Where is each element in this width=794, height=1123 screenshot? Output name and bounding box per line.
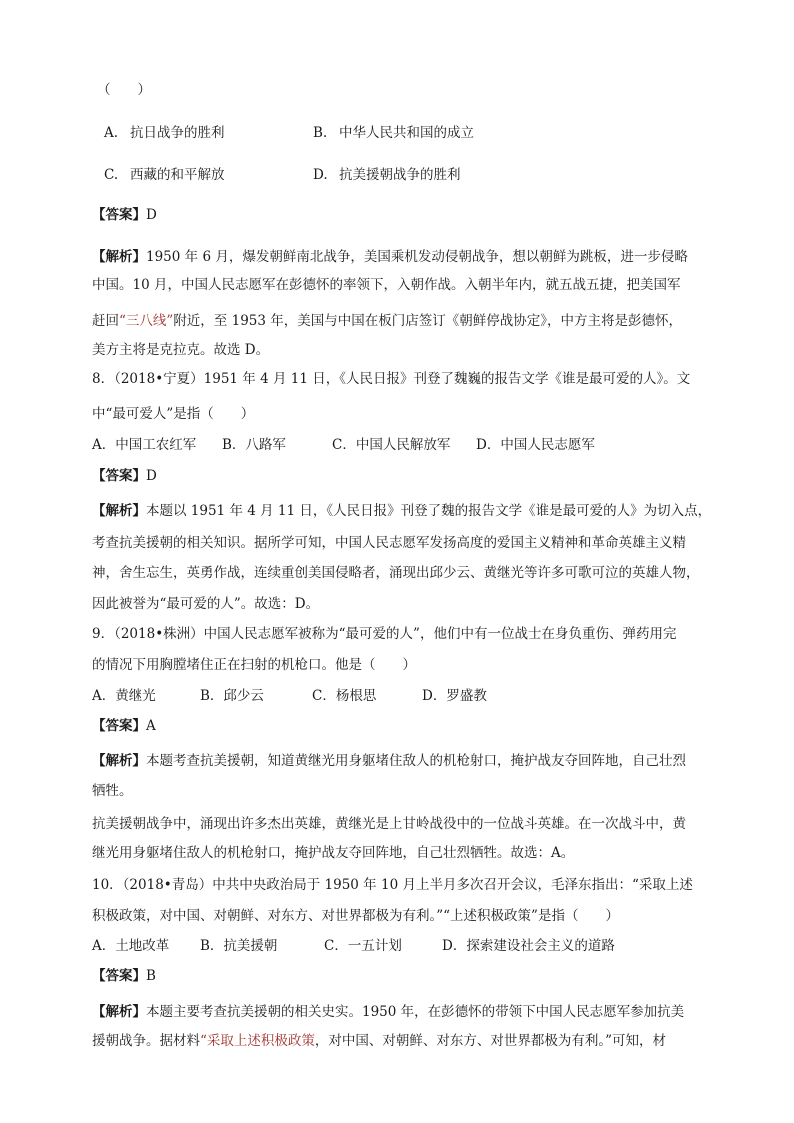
q8-analysis-line-2: 考查抗美援朝的相关知识。据所学可知，中国人民志愿军发扬高度的爱国主义精神和革命英雄主义精: [92, 535, 686, 551]
answer-label: 【答案】: [92, 718, 146, 734]
answer-label: 【答案】: [92, 207, 146, 223]
option-letter: B．: [222, 437, 246, 453]
q7-stem-tail: （ ）: [97, 82, 151, 98]
q10-options: [92, 936, 615, 956]
analysis-text: ，对中国、对朝鲜、对东方、对世界都极为有利。”可知，材: [314, 1033, 667, 1049]
option-letter: A.: [104, 125, 119, 141]
option-text: 杨根思: [335, 688, 377, 704]
q10-option-c: [324, 936, 442, 956]
q9-answer: [92, 716, 156, 736]
q9-analysis-line-3: 抗美援朝战争中，涌现出许多杰出英雄，黄继光是上甘岭战役中的一位战斗英雄。在一次战斗中，黄: [92, 816, 686, 832]
option-text: 中国工农红军: [115, 437, 197, 453]
q9-option-d: [422, 686, 487, 706]
option-text: 抗日战争的胜利: [130, 125, 225, 141]
q9-option-a: [92, 686, 200, 706]
analysis-text: 援朝战争。据材料: [92, 1033, 200, 1049]
analysis-text: 本题以 1951 年 4 月 11 日，《人民日报》刊登了魏的报告文学《谁是最可爱的人》为切入点，: [146, 503, 712, 519]
option-letter: B.: [313, 125, 328, 141]
q8-answer: [92, 466, 157, 486]
q9-stem-line-1: 9．（2018•株洲）中国人民志愿军被称为“最可爱的人”，他们中有一位战士在身负重伤、弹药用完: [92, 626, 677, 642]
q7-option-d: [313, 165, 461, 185]
q8-stem-line-1: 8．（2018•宁夏）1951 年 4 月 11 日，《人民日报》刊登了魏巍的报告文学《谁是最可爱的人》。文: [92, 371, 691, 387]
q7-answer: [92, 205, 157, 225]
option-letter: D．: [476, 437, 501, 453]
q7-analysis-line-1: [92, 247, 688, 267]
analysis-label: 【解析】: [92, 503, 146, 519]
option-text: 土地改革: [115, 938, 170, 954]
option-text: 一五计划: [347, 938, 402, 954]
option-letter: A．: [92, 688, 116, 704]
q7-option-b: [313, 123, 474, 143]
q8-option-b: [222, 435, 332, 455]
analysis-text: 本题考查抗美援朝，知道黄继光用身躯堵住敌人的机枪射口，掩护战友夺回阵地，自己壮烈: [146, 753, 686, 769]
option-letter: C．: [312, 688, 336, 704]
q8-option-a: [92, 435, 222, 455]
answer-label: 【答案】: [92, 968, 146, 984]
option-letter: C.: [104, 167, 119, 183]
option-text: 八路军: [245, 437, 286, 453]
q10-answer: [92, 966, 156, 986]
answer-value: B: [146, 968, 156, 984]
q10-option-a: [92, 936, 200, 956]
q8-stem-line-2: 中“最可爱人”是指（ ）: [92, 406, 255, 422]
q10-stem-line-1: 10．（2018•青岛）中共中央政治局于 1950 年 10 月上半月多次召开会议，毛泽东指出：“采取上述: [92, 877, 693, 893]
option-text: 抗美援朝: [223, 938, 278, 954]
analysis-label: 【解析】: [92, 249, 146, 265]
q10-option-b: [200, 936, 324, 956]
q10-option-d: [442, 936, 615, 956]
answer-value: D: [146, 207, 157, 223]
q9-analysis-line-2: 牺牲。: [92, 783, 133, 799]
answer-value: A: [146, 718, 156, 734]
q9-analysis-line-1: [92, 751, 686, 771]
q7-analysis-line-4: 美方主将是克拉克。故选 D。: [92, 342, 270, 358]
option-letter: C．: [332, 437, 356, 453]
answer-value: D: [146, 468, 157, 484]
q8-option-c: [332, 435, 476, 455]
q7-option-a: [104, 123, 225, 143]
option-text: 罗盛教: [446, 688, 487, 704]
q8-options: [92, 435, 595, 455]
q7-analysis-line-2: 中国。10 月，中国人民志愿军在彭德怀的率领下，入朝作战。入朝半年内，就五战五捷，把美国军: [92, 277, 681, 293]
option-text: 邱少云: [223, 688, 264, 704]
option-text: 黄继光: [115, 688, 156, 704]
q9-option-c: [312, 686, 422, 706]
option-letter: A．: [92, 437, 116, 453]
q9-option-b: [200, 686, 312, 706]
option-letter: D．: [422, 688, 447, 704]
q9-analysis-line-4: 继光用身躯堵住敌人的机枪射口，掩护战友夺回阵地，自己壮烈牺牲。故选：A。: [92, 845, 575, 861]
analysis-text: 本题主要考查抗美援朝的相关史实。1950 年，在彭德怀的带领下中国人民志愿军参加抗美: [146, 1004, 685, 1020]
option-text: 中国人民解放军: [355, 437, 451, 453]
q8-analysis-line-1: [92, 501, 711, 521]
analysis-text: 赶回: [92, 313, 119, 329]
q10-analysis-line-2: [92, 1031, 666, 1051]
highlighted-quote: “采取上述积极政策: [200, 1033, 315, 1049]
analysis-text: 附近，至 1953 年，美国与中国在板门店签订《朝鲜停战协定》，中方主将是彭德怀，: [173, 313, 683, 329]
q8-option-d: [476, 435, 595, 455]
q10-analysis-line-1: [92, 1002, 684, 1022]
option-text: 探索建设社会主义的道路: [466, 938, 615, 954]
option-text: 中华人民共和国的成立: [339, 125, 474, 141]
q10-stem-line-2: 积极政策，对中国、对朝鲜、对东方、对世界都极为有利。”“上述积极政策”是指（ ）: [92, 908, 619, 924]
option-text: 中国人民志愿军: [500, 437, 595, 453]
q7-option-c: [104, 165, 225, 185]
option-letter: B．: [200, 938, 224, 954]
q8-analysis-line-3: 神，舍生忘生，英勇作战，连续重创美国侵略者，涌现出邱少云、黄继光等许多可歌可泣的英雄人物，: [92, 565, 700, 581]
option-text: 抗美援朝战争的胜利: [339, 167, 461, 183]
option-letter: D.: [313, 167, 328, 183]
option-letter: D．: [442, 938, 467, 954]
analysis-label: 【解析】: [92, 753, 146, 769]
option-letter: B．: [200, 688, 224, 704]
option-letter: C．: [324, 938, 348, 954]
answer-label: 【答案】: [92, 468, 146, 484]
q8-analysis-line-4: 因此被誉为“最可爱的人”。故选：D。: [92, 596, 320, 612]
option-text: 西藏的和平解放: [130, 167, 225, 183]
highlighted-quote: “三八线”: [119, 313, 174, 329]
q9-stem-line-2: 的情况下用胸膛堵住正在扫射的机枪口。他是（ ）: [92, 657, 416, 673]
analysis-label: 【解析】: [92, 1004, 146, 1020]
option-letter: A．: [92, 938, 116, 954]
q7-analysis-line-3: [92, 311, 682, 331]
analysis-text: 1950 年 6 月，爆发朝鲜南北战争，美国乘机发动侵朝战争，想以朝鲜为跳板，进一步侵略: [146, 249, 688, 265]
q9-options: [92, 686, 487, 706]
